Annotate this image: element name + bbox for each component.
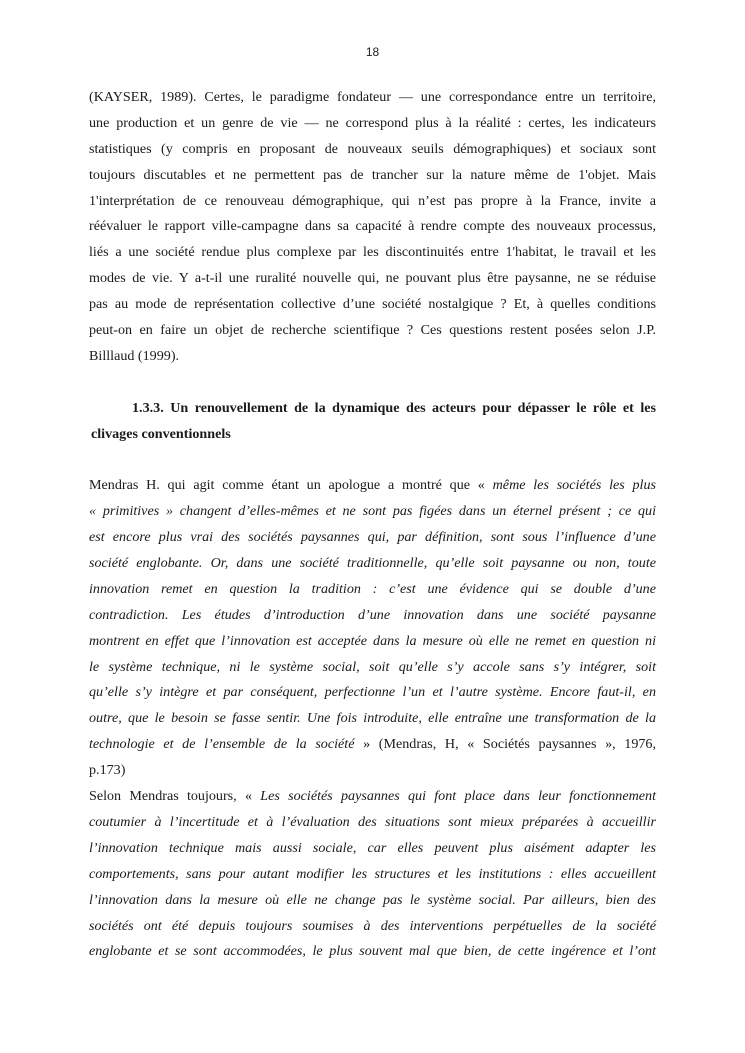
text-line: statistiques (y compris en proposant de nouveaux seuils démographiques) et sociaux sont: [89, 140, 656, 157]
text-line: p.173): [89, 762, 126, 779]
text-line: liés a une société rendue plus complexe par les discontinuités entre 1'habitat, le travail et les: [89, 244, 656, 261]
text-line: Billlaud (1999).: [89, 347, 180, 364]
text-line: 1'interprétation de ce renouveau démographique, qui n’est pas propre à la France, invite a: [89, 192, 656, 209]
paragraph-intro: [89, 85, 656, 370]
quote-line: innovation remet en question la tradition : c’est une évidence qui se double d’une: [89, 580, 656, 597]
quote-line: l’innovation dans la mesure où elle ne change pas le système social. Par ailleurs, bien des: [89, 891, 656, 908]
text-line: [89, 473, 656, 499]
quote-line: est encore plus vrai des sociétés paysannes qui, par définition, sont sous l’influence d’une: [89, 529, 656, 546]
quote-line: sociétés ont été depuis toujours soumises à des interventions perpétuelles de la société: [89, 917, 656, 934]
quote-line: société englobante. Or, dans une société traditionnelle, qu’elle soit paysanne ou non, toute: [89, 555, 656, 572]
text-line: peut-on en faire un objet de recherche scientifique ? Ces questions restent posées selon J.P.: [89, 322, 656, 339]
quote-line: englobante et se sont accommodées, le plus souvent mal que bien, de cette ingérence et l’ont: [89, 943, 656, 960]
quote-line: le système technique, ni le système social, soit qu’elle s’y accole sans s’y intégrer, soit: [89, 658, 656, 675]
page-content: [89, 85, 656, 965]
quote-run: technologie et de l’ensemble de la société: [89, 736, 355, 753]
text-line: (KAYSER, 1989). Certes, le paradigme fondateur — une correspondance entre un territoire,: [89, 89, 656, 105]
text-line: pas au mode de représentation collective d’une société nostalgique ? Et, à quelles conditions: [89, 296, 656, 313]
quote-line: qu’elle s’y intègre et par conséquent, perfectionne l’un et l’autre système. Encore faut-il, en: [89, 684, 656, 701]
text-line: [89, 784, 656, 810]
paragraph-mendras-second-quote: [89, 784, 656, 965]
paragraph-mendras-quote: [89, 473, 656, 784]
quote-line: outre, que le besoin se fasse sentir. Une fois introduite, elle entraîne une transformation de la: [89, 710, 656, 727]
paragraph-gap: [89, 447, 656, 473]
text-run: Selon Mendras toujours, «: [89, 788, 261, 805]
quote-run: même les sociétés les plus: [484, 477, 657, 494]
page-number: 18: [365, 45, 380, 59]
quote-line: coutumier à l’incertitude et à l’évaluation des situations sont mieux préparées à accueillir: [89, 813, 656, 830]
text-line: réévaluer le rapport ville-campagne dans sa capacité à rendre compte des nouveaux processus,: [89, 218, 656, 235]
text-line: [89, 732, 656, 758]
citation-run: » (Mendras, H, « Sociétés paysannes », 1976,: [354, 736, 656, 753]
quote-run: Les sociétés paysannes qui font place dans leur fonctionnement: [260, 788, 656, 805]
heading-line: clivages conventionnels: [91, 425, 231, 442]
quote-line: montrent en effet que l’innovation est acceptée dans la mesure où elle ne remet en question ni: [89, 632, 656, 649]
quote-line: l’innovation technique mais aussi sociale, car elles peuvent plus aisément adapter les: [89, 839, 656, 856]
text-line: toujours discutables et ne permettent pas de trancher sur la nature même de 1'objet. Mais: [89, 166, 656, 183]
paragraph-gap: [89, 370, 656, 396]
section-heading: [89, 396, 656, 448]
quote-line: « primitives » changent d’elles-mêmes et ne sont pas figées dans un éternel présent ; ce qui: [89, 503, 656, 520]
quote-line: contradiction. Les études d’introduction d’une innovation dans une société paysanne: [89, 606, 656, 623]
quote-line: comportements, sans pour autant modifier les structures et les institutions : elles accueillent: [89, 865, 656, 882]
text-run: Mendras H. qui agit comme étant un apologue a montré que «: [89, 477, 485, 494]
text-line: une production et un genre de vie — ne correspond plus à la réalité : certes, les indicateurs: [89, 114, 656, 131]
heading-line: 1.3.3. Un renouvellement de la dynamique des acteurs pour dépasser le rôle et les: [132, 399, 656, 416]
text-line: modes de vie. Y a-t-il une ruralité nouvelle qui, ne pouvant plus être paysanne, ne se réduise: [89, 270, 656, 287]
